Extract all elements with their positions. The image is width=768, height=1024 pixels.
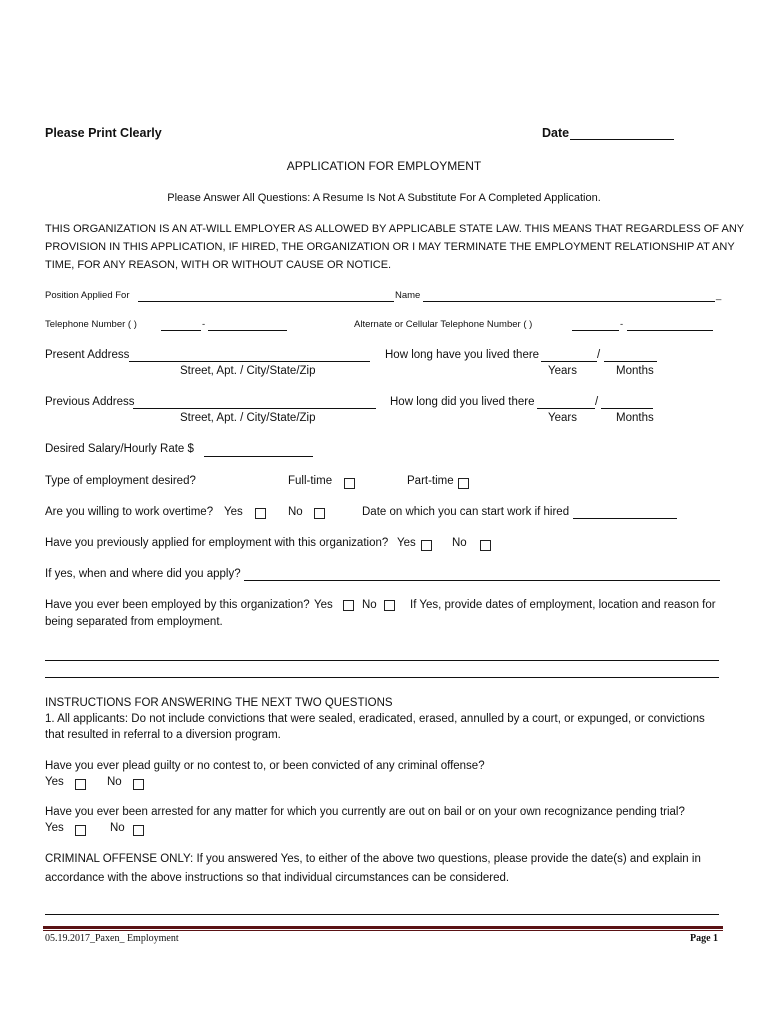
overtime-no-checkbox[interactable] xyxy=(314,508,325,519)
instructions-line-1: 1. All applicants: Do not include convictions that were sealed, eradicated, erased, annulled by a court, or expunged, or convictions xyxy=(45,713,705,725)
telephone-dash: - xyxy=(202,319,206,330)
being-separated-text: being separated from employment. xyxy=(45,616,223,628)
name-trail: _ xyxy=(716,290,722,301)
present-address-label: Present Address xyxy=(45,349,130,361)
previous-months-label: Months xyxy=(616,412,654,424)
previous-slash: / xyxy=(595,396,599,408)
if-yes-provide-text: If Yes, provide dates of employment, location and reason for xyxy=(410,599,716,611)
alt-phone-prefix-field[interactable] xyxy=(572,330,619,331)
previous-address-field[interactable] xyxy=(133,408,376,409)
separation-answer-line-2[interactable] xyxy=(45,677,719,678)
name-field[interactable] xyxy=(423,301,715,302)
telephone-prefix-field[interactable] xyxy=(161,330,201,331)
employed-yes-label: Yes xyxy=(314,599,333,611)
present-slash: / xyxy=(597,349,601,361)
if-yes-when-label: If yes, when and where did you apply? xyxy=(45,568,241,580)
present-months-label: Months xyxy=(616,365,654,377)
footer-page-number: Page 1 xyxy=(690,933,719,944)
employed-before-question: Have you ever been employed by this organization? xyxy=(45,599,310,611)
full-time-checkbox[interactable] xyxy=(344,478,355,489)
at-will-line-3: TIME, FOR ANY REASON, WITH OR WITHOUT CAUSE OR NOTICE. xyxy=(45,259,392,271)
present-lived-label: How long have you lived there xyxy=(385,349,540,361)
previous-address-label: Previous Address xyxy=(45,396,135,408)
footer-rule xyxy=(43,926,723,929)
part-time-label: Part-time xyxy=(407,475,454,487)
previous-months-field[interactable] xyxy=(601,408,653,409)
date-label: Date xyxy=(542,126,570,140)
arrested-question: Have you ever been arrested for any matter for which you currently are out on bail or on your own recognizance pending trial? xyxy=(45,806,685,818)
overtime-yes-checkbox[interactable] xyxy=(255,508,266,519)
overtime-question: Are you willing to work overtime? xyxy=(45,506,214,518)
if-yes-when-field[interactable] xyxy=(244,580,720,581)
applied-no-label: No xyxy=(452,537,467,549)
instructions-line-2: that resulted in referral to a diversion program. xyxy=(45,729,281,741)
present-address-hint: Street, Apt. / City/State/Zip xyxy=(180,365,316,377)
instruction-text: Please Answer All Questions: A Resume Is Not A Substitute For A Completed Application. xyxy=(167,192,601,204)
employed-yes-checkbox[interactable] xyxy=(343,600,354,611)
employment-type-question: Type of employment desired? xyxy=(45,475,196,487)
pled-yes-checkbox[interactable] xyxy=(75,779,86,790)
present-months-field[interactable] xyxy=(604,361,657,362)
pled-no-label: No xyxy=(107,776,122,788)
alt-phone-line-field[interactable] xyxy=(627,330,713,331)
applied-yes-checkbox[interactable] xyxy=(421,540,432,551)
telephone-label: Telephone Number ( ) xyxy=(45,319,137,330)
print-clearly-heading: Please Print Clearly xyxy=(45,126,162,140)
overtime-no-label: No xyxy=(288,506,303,518)
start-date-label: Date on which you can start work if hired xyxy=(362,506,570,518)
previous-years-field[interactable] xyxy=(537,408,595,409)
overtime-yes-label: Yes xyxy=(224,506,243,518)
present-address-field[interactable] xyxy=(129,361,370,362)
present-years-label: Years xyxy=(548,365,577,377)
name-label: Name xyxy=(395,290,421,301)
pled-no-checkbox[interactable] xyxy=(133,779,144,790)
instructions-heading: INSTRUCTIONS FOR ANSWERING THE NEXT TWO QUESTIONS xyxy=(45,697,393,709)
salary-field[interactable] xyxy=(204,456,313,457)
arrested-yes-checkbox[interactable] xyxy=(75,825,86,836)
alt-phone-dash: - xyxy=(620,319,624,330)
salary-label: Desired Salary/Hourly Rate $ xyxy=(45,443,194,455)
previous-lived-label: How long did you lived there xyxy=(390,396,535,408)
employed-no-label: No xyxy=(362,599,377,611)
footer-document-id: 05.19.2017_Paxen_ Employment xyxy=(45,933,179,944)
previous-address-hint: Street, Apt. / City/State/Zip xyxy=(180,412,316,424)
applied-before-question: Have you previously applied for employment with this organization? xyxy=(45,537,389,549)
position-field[interactable] xyxy=(138,301,394,302)
criminal-offense-line-1: CRIMINAL OFFENSE ONLY: If you answered Yes, to either of the above two questions, please provide the date(s) and explain in xyxy=(45,853,701,865)
position-label: Position Applied For xyxy=(45,290,130,301)
page-title: APPLICATION FOR EMPLOYMENT xyxy=(286,159,482,173)
date-field[interactable] xyxy=(570,139,674,140)
previous-years-label: Years xyxy=(548,412,577,424)
full-time-label: Full-time xyxy=(288,475,333,487)
pled-yes-label: Yes xyxy=(45,776,64,788)
applied-no-checkbox[interactable] xyxy=(480,540,491,551)
arrested-yes-label: Yes xyxy=(45,822,64,834)
pled-guilty-question: Have you ever plead guilty or no contest to, or been convicted of any criminal offense? xyxy=(45,760,485,772)
start-date-field[interactable] xyxy=(573,518,677,519)
criminal-offense-answer-line[interactable] xyxy=(45,914,719,915)
arrested-no-label: No xyxy=(110,822,125,834)
separation-answer-line-1[interactable] xyxy=(45,660,719,661)
arrested-no-checkbox[interactable] xyxy=(133,825,144,836)
applied-yes-label: Yes xyxy=(397,537,416,549)
telephone-line-field[interactable] xyxy=(208,330,287,331)
at-will-line-2: PROVISION IN THIS APPLICATION, IF HIRED, THE ORGANIZATION OR I MAY TERMINATE THE EMPLOYMENT RELATIONSHIP AT ANY xyxy=(45,241,735,253)
alt-phone-label: Alternate or Cellular Telephone Number ( ) xyxy=(354,319,533,330)
part-time-checkbox[interactable] xyxy=(458,478,469,489)
at-will-line-1: THIS ORGANIZATION IS AN AT-WILL EMPLOYER AS ALLOWED BY APPLICABLE STATE LAW. THIS MEANS THAT REGARDLESS OF ANY xyxy=(45,223,745,235)
present-years-field[interactable] xyxy=(541,361,597,362)
employed-no-checkbox[interactable] xyxy=(384,600,395,611)
criminal-offense-line-2: accordance with the above instructions so that individual circumstances can be considered. xyxy=(45,872,510,884)
footer-rule-thin xyxy=(43,930,723,931)
